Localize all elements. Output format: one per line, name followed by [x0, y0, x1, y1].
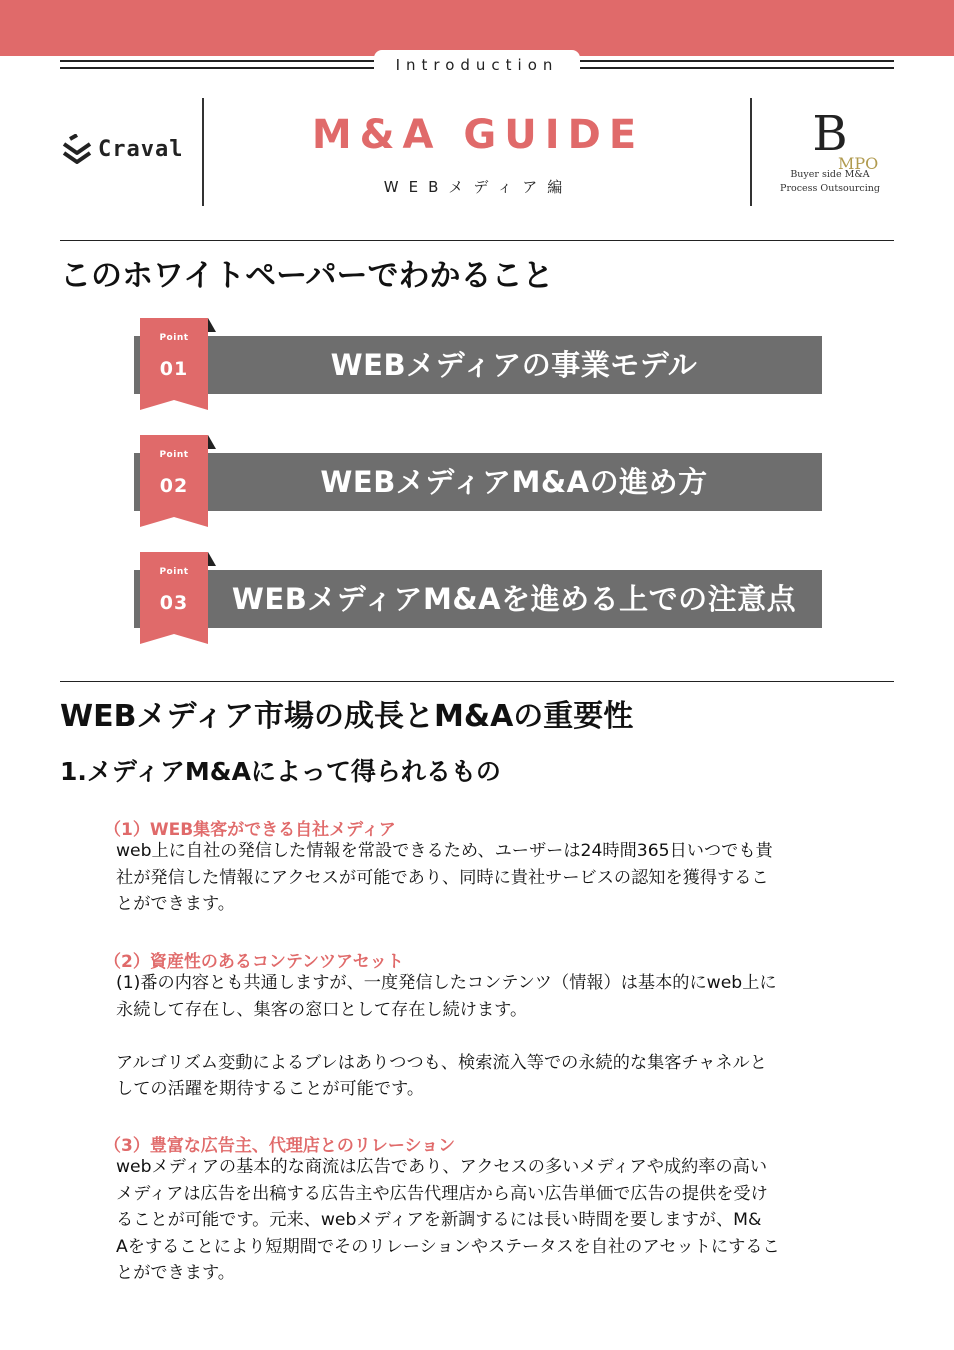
item-3-line: とができます。 [116, 1263, 235, 1283]
point-tag: Point [159, 567, 189, 577]
item-3-line: Aをすることにより短期間でそのリレーションやステータスを自社のアセットにするこ [116, 1236, 780, 1257]
bmpo-caption-2: Process Outsourcing [780, 183, 880, 194]
header-divider-right [750, 98, 752, 206]
bmpo-monogram-suffix: MPO [838, 154, 879, 173]
item-3-title: （3）豊富な広告主、代理店とのリレーション [104, 1136, 456, 1156]
item-3-line: メディアは広告を出稿する広告主や広告代理店から高い広告単価で広告の提供を受け [116, 1183, 768, 1204]
point-tag: Point [159, 333, 189, 343]
item-2-line: アルゴリズム変動によるブレはありつつも、検索流入等での永続的な集客チャネルと [116, 1052, 767, 1073]
item-1-body [116, 838, 864, 918]
item-2-line [116, 1023, 864, 1050]
point-02 [134, 435, 822, 527]
main-subheading: 1.メディアM&Aによって得られるもの [60, 757, 501, 786]
point-number: 02 [159, 475, 189, 497]
point-01 [134, 318, 822, 410]
item-1-title: （1）WEB集客ができる自社メディア [104, 820, 396, 840]
point-label: WEBメディアM&Aを進める上での注意点 [231, 582, 797, 616]
point-number: 03 [159, 592, 189, 614]
item-3-line: webメディアの基本的な商流は広告であり、アクセスの多いメディアや成約率の高い [116, 1157, 768, 1177]
craval-wordmark: Craval [98, 136, 184, 162]
item-2-line: 永続して存在し、集客の窓口として存在し続けます。 [116, 999, 528, 1020]
item-2-line: しての活躍を期待することが可能です。 [116, 1079, 425, 1099]
intro-label: Introduction [374, 50, 580, 78]
item-1-line: web上に自社の発信した情報を常設できるため、ユーザーは24時間365日いつでも貴 [116, 841, 773, 861]
craval-logo [62, 134, 183, 164]
divider-1 [60, 240, 894, 241]
point-ribbon [140, 552, 216, 650]
overview-heading: このホワイトペーパーでわかること [60, 258, 554, 294]
guide-subtitle: WEBメディア編 [383, 178, 573, 196]
craval-mark-icon [62, 134, 92, 164]
main-heading: WEBメディア市場の成長とM&Aの重要性 [60, 699, 634, 734]
item-2-line: (1)番の内容とも共通しますが、一度発信したコンテンツ（情報）は基本的にweb上に [116, 973, 777, 993]
bmpo-logo [760, 108, 900, 196]
item-2-title: （2）資産性のあるコンテンツアセット [104, 952, 404, 972]
item-1-line: 社が発信した情報にアクセスが可能であり、同時に貴社サービスの認知を獲得するこ [116, 867, 769, 888]
item-3-line: ることが可能です。元来、webメディアを新調するには長い時間を要しますが、M& [116, 1210, 762, 1230]
item-3-body [116, 1154, 864, 1287]
item-1-line: とができます。 [116, 894, 235, 914]
point-tag: Point [159, 450, 189, 460]
point-bar [134, 453, 822, 511]
point-number: 01 [159, 358, 189, 380]
point-bar [134, 570, 822, 628]
point-label: WEBメディアの事業モデル [330, 348, 698, 382]
divider-2 [60, 681, 894, 682]
bmpo-monogram: B [812, 106, 848, 162]
bmpo-caption-1: Buyer side M&A [790, 169, 870, 180]
guide-title: M&A GUIDE [311, 112, 645, 158]
point-ribbon [140, 318, 216, 416]
point-label: WEBメディアM&Aの進め方 [320, 465, 708, 499]
top-accent-bar [0, 0, 954, 56]
header-divider-left [202, 98, 204, 206]
item-2-body [116, 970, 864, 1103]
point-bar [134, 336, 822, 394]
point-ribbon [140, 435, 216, 533]
point-03 [134, 552, 822, 644]
